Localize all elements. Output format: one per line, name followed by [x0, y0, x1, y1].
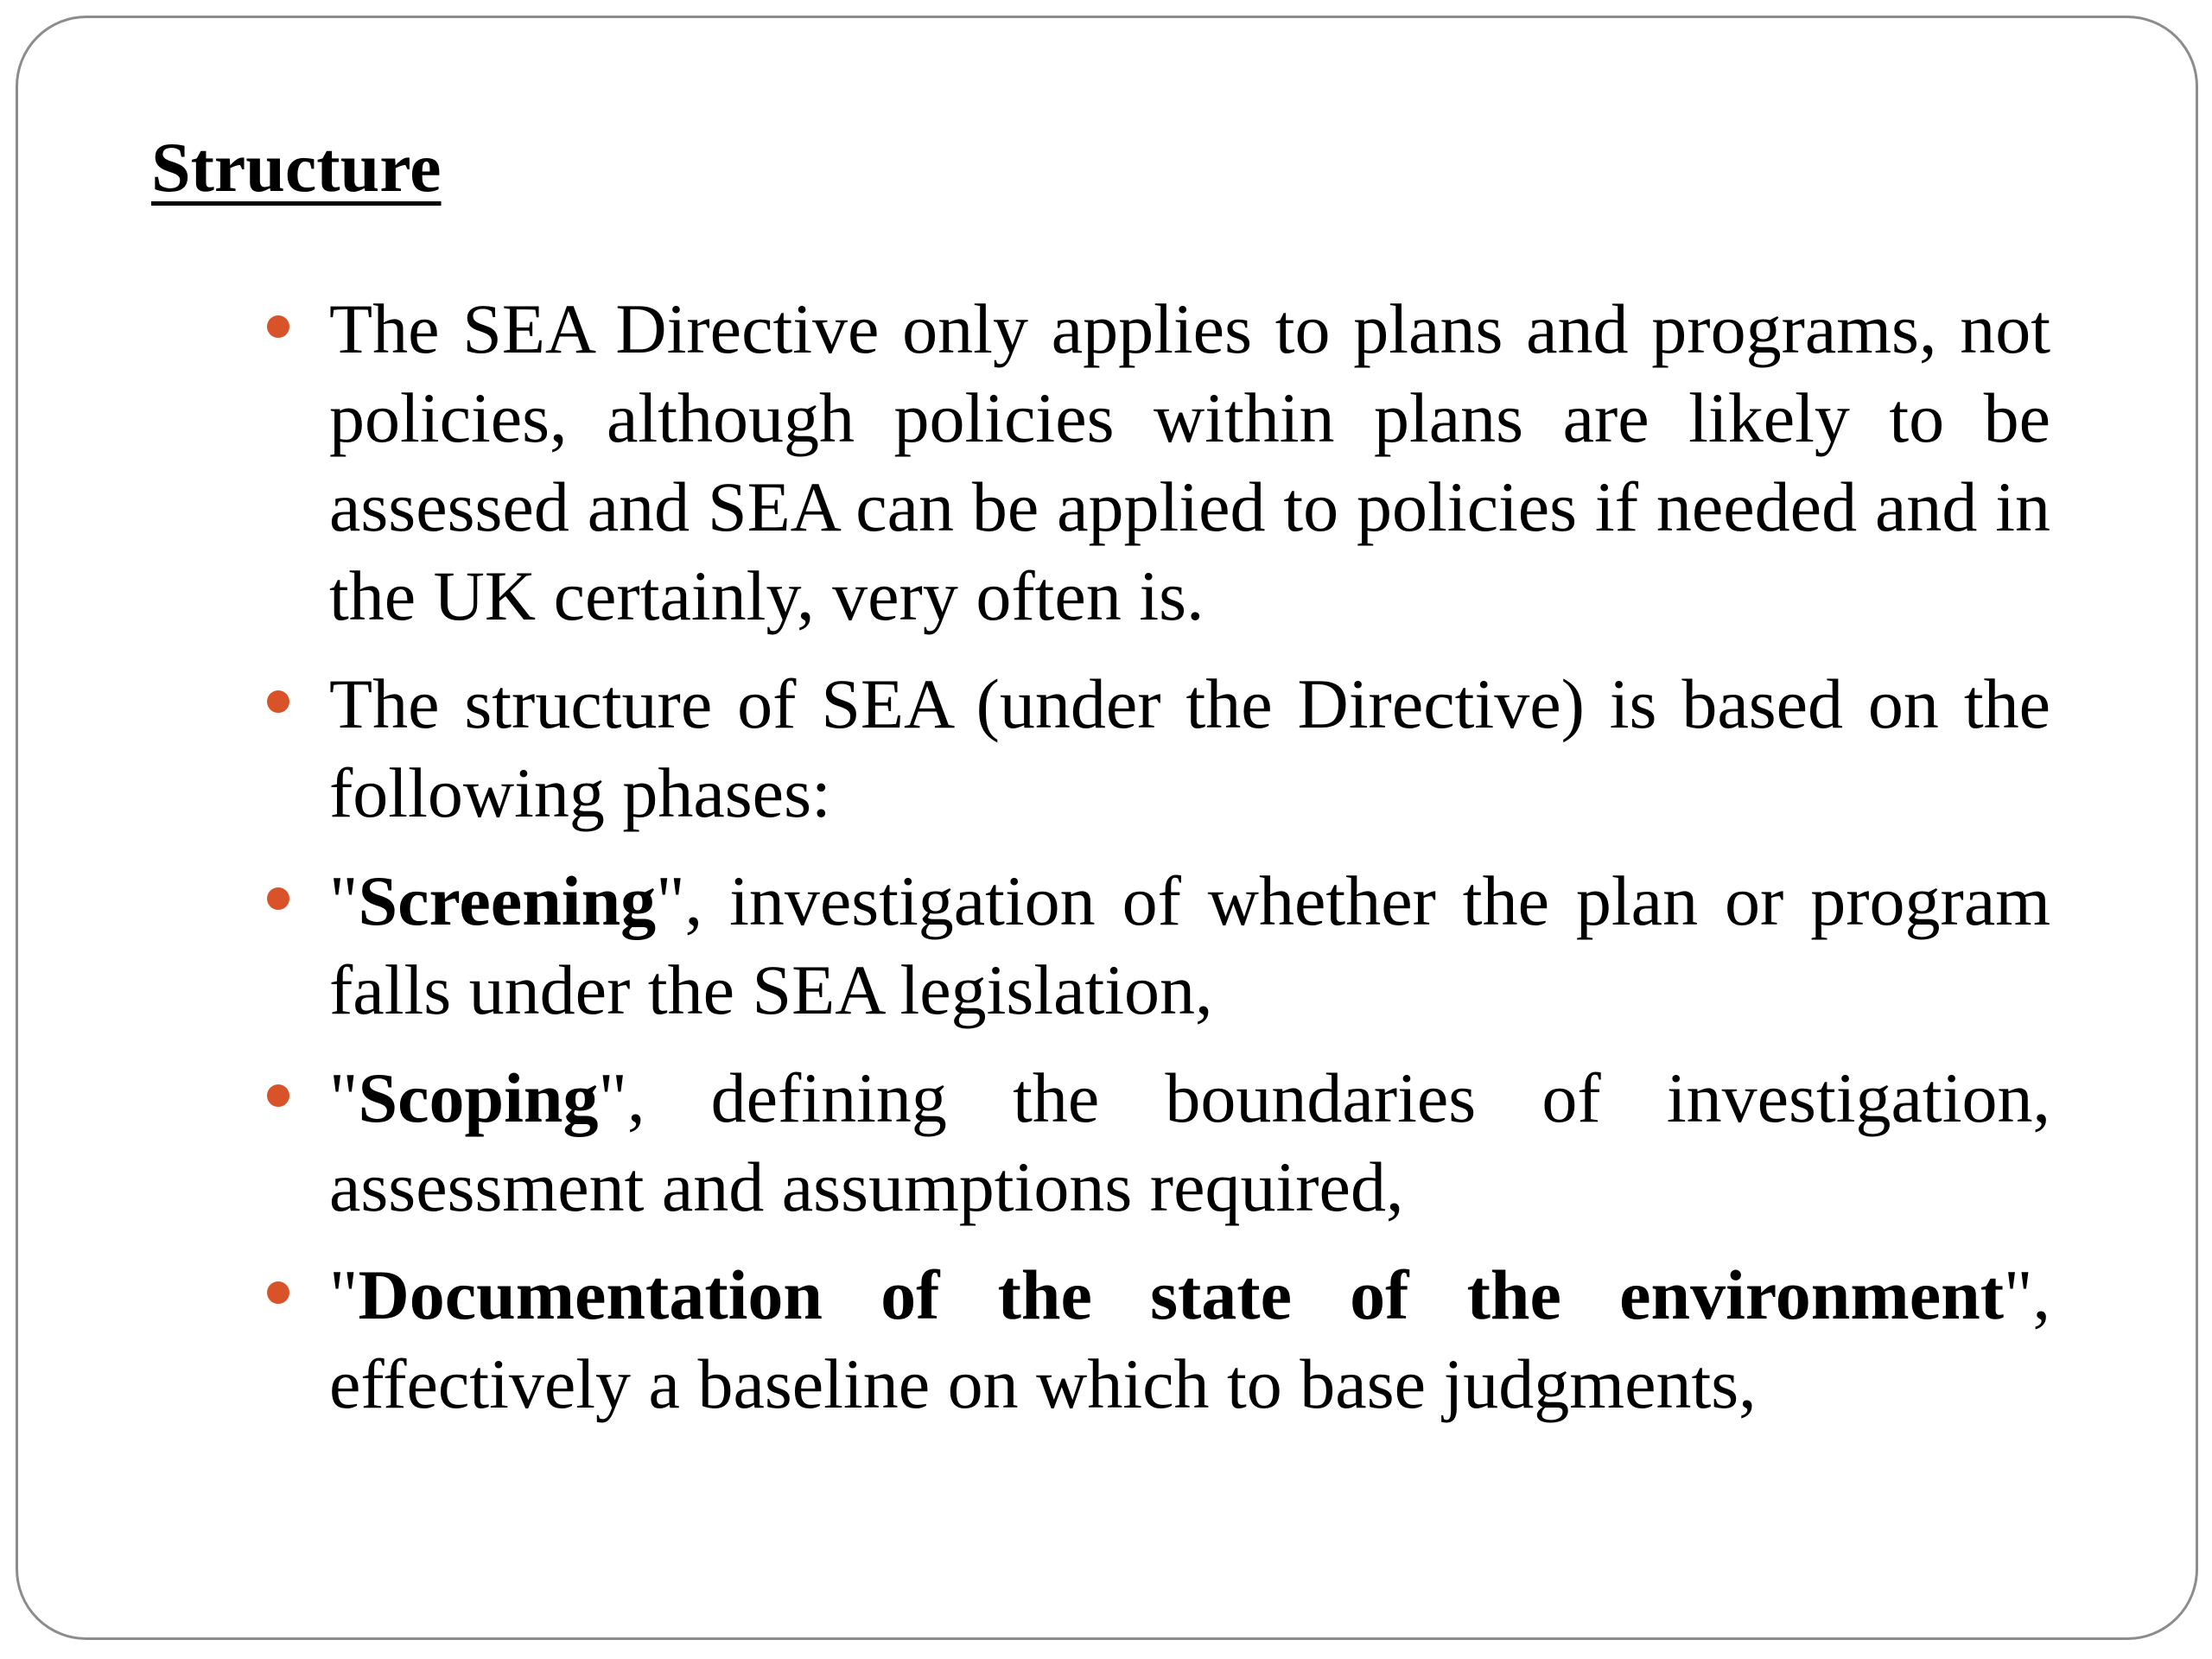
slide-frame: [16, 16, 2198, 1640]
slide-title: Structure: [151, 128, 442, 207]
bullet-text: The SEA Directive only applies to plans and programs, not policies, although policies within plans are likely to be assessed and SEA can be applied to policies if needed and in the UK certainly, very often is.: [329, 289, 2050, 635]
open-quote: ": [329, 861, 359, 940]
bullet-dot-icon: [267, 1281, 289, 1304]
bullet-item-documentation: [270, 1250, 2050, 1428]
bullet-item-sea-structure: [270, 659, 2050, 837]
bullet-text: ", effectively a baseline on which to base judgments,: [329, 1255, 2050, 1423]
bullet-dot-icon: [267, 1084, 289, 1107]
bullet-term: Screening: [358, 861, 657, 940]
bullet-text: The structure of SEA (under the Directive) is based on the following phases:: [329, 664, 2050, 832]
bullet-dot-icon: [267, 690, 289, 713]
bullet-term: Documentation of the state of the environment: [358, 1255, 2005, 1334]
bullet-term: Scoping: [358, 1058, 599, 1137]
open-quote: ": [329, 1255, 359, 1334]
bullet-item-screening: [270, 856, 2050, 1034]
open-quote: ": [329, 1058, 359, 1137]
bullet-dot-icon: [267, 887, 289, 910]
bullet-item-scoping: [270, 1053, 2050, 1231]
bullet-text: ", investigation of whether the plan or program falls under the SEA legislation,: [329, 861, 2050, 1029]
bullet-dot-icon: [267, 315, 289, 338]
bullet-text: ", defining the boundaries of investigation, assessment and assumptions required,: [329, 1058, 2050, 1226]
bullet-item-sea-directive-scope: [270, 284, 2050, 640]
bullet-list: [270, 284, 2050, 1447]
